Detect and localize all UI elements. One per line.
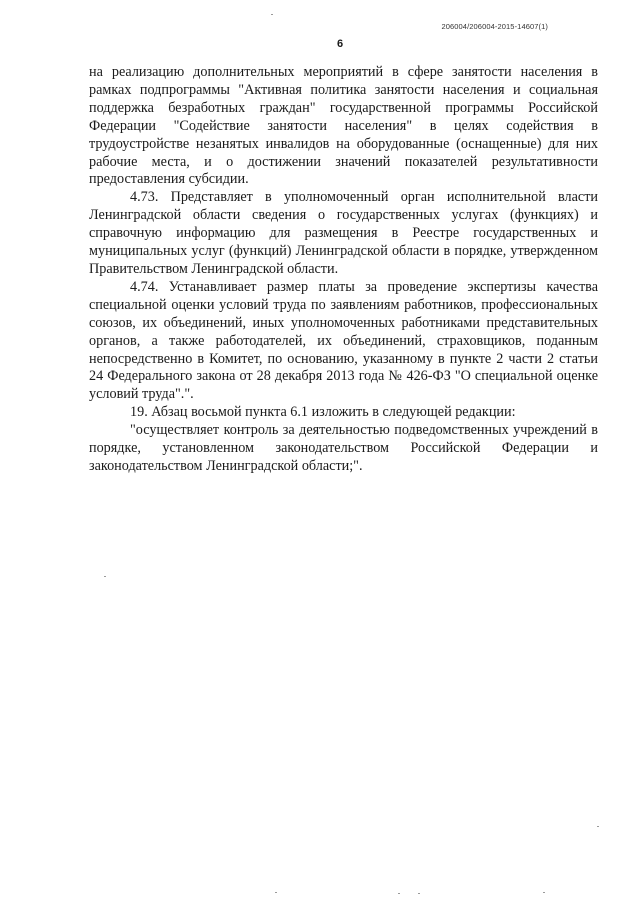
paragraph: 4.73. Представляет в уполномоченный орган исполнительной власти Ленинградской области сведения о государственных услугах (функциях) и справочную информацию для размещения в Реестре государственных и муниципальных услуг (функций) Ленинградской области в порядке, утвержденном Правительством Ленинградской области. [89,189,598,277]
scan-speck [597,826,599,827]
scan-speck [543,892,545,893]
paragraph: 4.74. Устанавливает размер платы за проведение экспертизы качества специальной оценки условий труда по заявлениям работников, профессиональных союзов, их объединений, иных уполномоченных работниками представительных органов, а также работодателей, их объединений, страховщиков, поданным непосредственно в Комитет, по основанию, указанному в пункте 2 части 2 статьи 24 Федерального закона от 28 декабря 2013 года № 426-ФЗ "О специальной оценке условий труда".". [89,278,598,403]
paragraph: "осуществляет контроль за деятельностью подведомственных учреждений в порядке, установленном законодательством Российской Федерации и законодательством Ленинградской области;". [89,422,598,474]
document-id: 206004/206004-2015-14607(1) [441,22,548,31]
scan-speck [271,14,273,15]
scan-speck [398,893,400,894]
scan-speck [275,892,277,893]
document-body [89,64,598,476]
scan-speck [418,893,420,894]
page-number: 6 [336,38,344,50]
scan-speck [104,576,106,577]
paragraph: 19. Абзац восьмой пункта 6.1 изложить в следующей редакции: [130,404,516,421]
paragraph: на реализацию дополнительных мероприятий в сфере занятости населения в рамках подпрограммы "Активная политика занятости населения и социальная поддержка безработных граждан" государственной программы Российской Федерации "Содействие занятости населения" в целях содействия в трудоустройстве незанятых инвалидов на оборудованные (оснащенные) для них рабочие места, и о достижении значений показателей результативности предоставления субсидии. [89,64,598,188]
